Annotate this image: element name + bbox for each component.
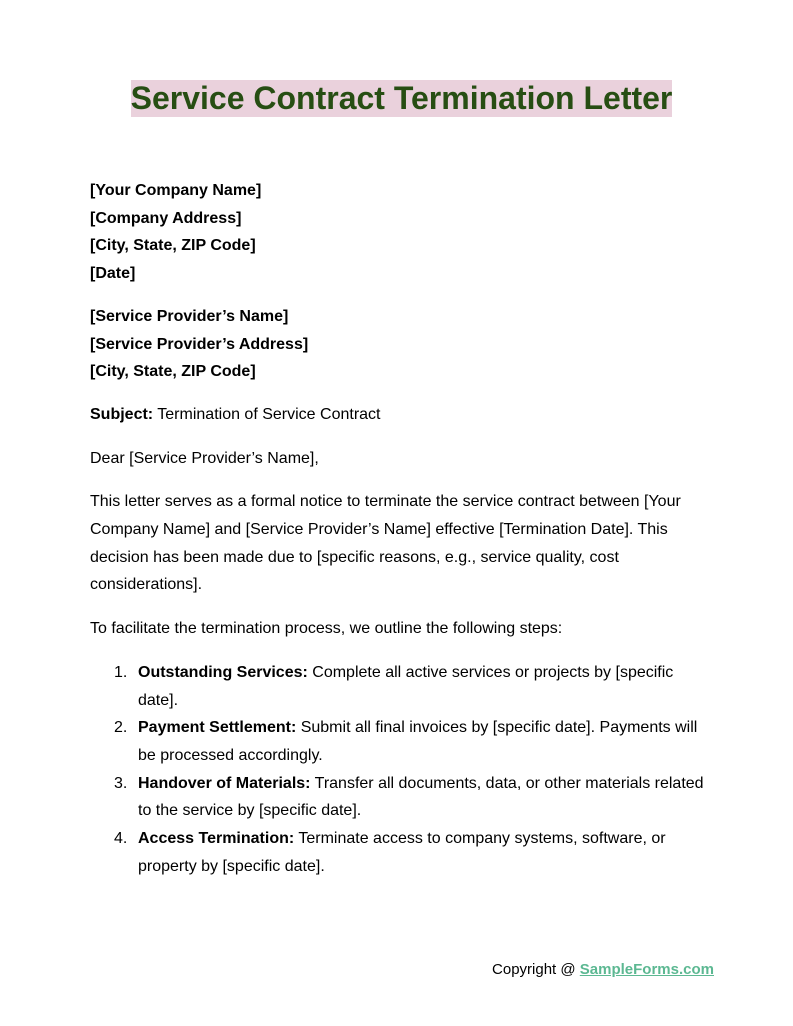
list-item-text: Transfer all documents, data, or other materials related to the service by [specific date]. — [138, 774, 704, 820]
salutation: Dear [Service Provider’s Name], — [90, 449, 319, 467]
footer-copyright — [492, 960, 714, 980]
list-item-title: Access Termination: — [138, 830, 295, 848]
title-wrapper — [5, 80, 793, 117]
sender-date: [Date] — [90, 265, 136, 283]
recipient-name: [Service Provider’s Name] — [90, 307, 289, 325]
list-item-text: Submit all final invoices by [specific date]. Payments will be processed accordingly. — [138, 719, 698, 764]
list-item — [90, 825, 710, 880]
page-title: Service Contract Termination Letter — [130, 80, 673, 116]
sender-company-name: [Your Company Name] — [90, 182, 262, 199]
sender-city-state-zip: [City, State, ZIP Code] — [90, 237, 256, 255]
subject-label: Subject: — [90, 405, 154, 423]
list-item-text: Terminate access to company systems, software, or property by [specific date]. — [138, 830, 666, 875]
list-item-text: Complete all active services or projects by [specific date]. — [138, 663, 674, 709]
list-item — [90, 659, 710, 714]
list-item-number: 4. — [114, 830, 128, 848]
list-item — [90, 714, 710, 769]
brand-link[interactable]: SampleForms.com — [579, 961, 714, 978]
letter-body — [90, 177, 710, 880]
sender-block — [90, 177, 710, 288]
list-item — [90, 770, 710, 825]
sender-company-address: [Company Address] — [90, 209, 242, 227]
subject-line — [90, 401, 710, 429]
list-item-number: 1. — [114, 663, 128, 681]
paragraph-steps-intro: To facilitate the termination process, we outline the following steps: — [90, 620, 563, 638]
list-item-number: 3. — [114, 774, 128, 792]
paragraph-notice: This letter serves as a formal notice to terminate the service contract between [Your Company Name] and [Service Provider’s Name] effective [Termination Date]. This decision has been made due to [specific reasons, e.g., service quality, cost considerations]. — [90, 493, 681, 594]
subject-text: Termination of Service Contract — [153, 405, 381, 423]
list-item-title: Outstanding Services: — [138, 663, 308, 681]
list-item-title: Payment Settlement: — [138, 719, 297, 737]
list-item-number: 2. — [114, 719, 128, 737]
list-item-title: Handover of Materials: — [138, 774, 311, 792]
copyright-text: Copyright @ — [492, 961, 580, 978]
recipient-address: [Service Provider’s Address] — [90, 335, 309, 353]
steps-list — [90, 659, 710, 881]
recipient-block — [90, 303, 710, 386]
recipient-city-state-zip: [City, State, ZIP Code] — [90, 363, 256, 381]
